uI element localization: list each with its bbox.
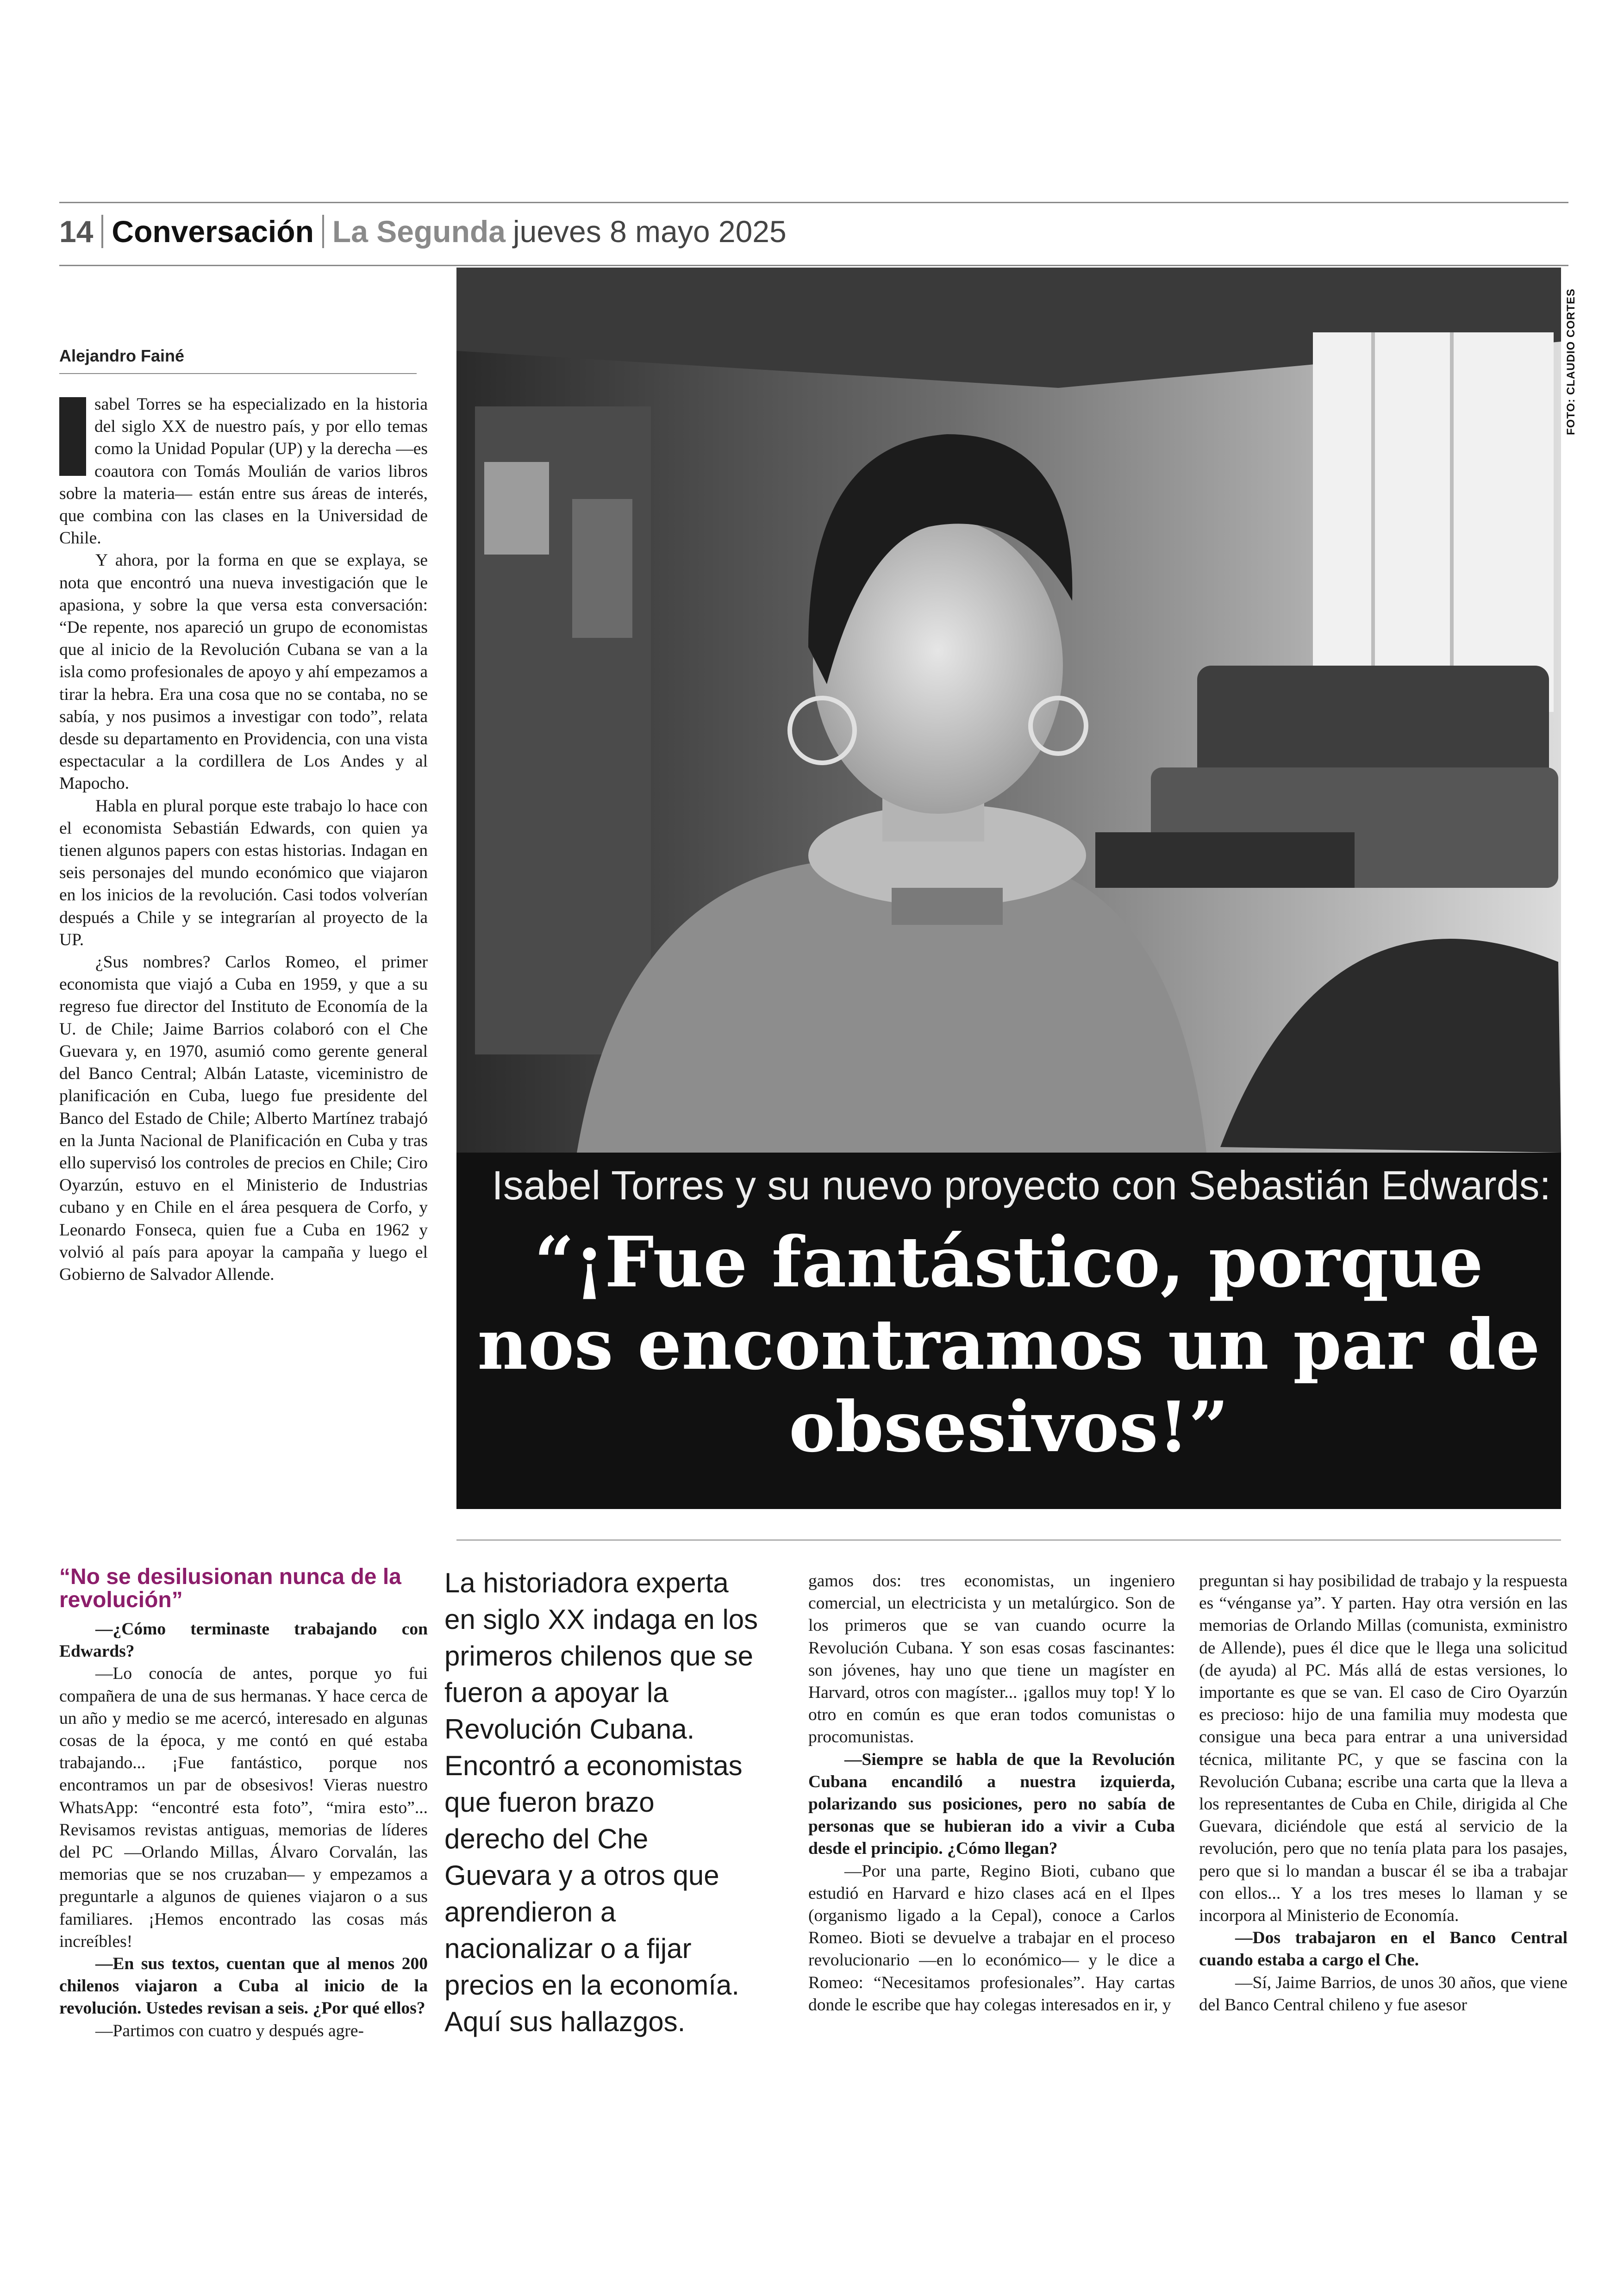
article-lead: La historiadora experta en siglo XX indaga en los primeros chilenos que se fueron a apoyar la Revolución Cubana. Encontró a economistas que fueron brazo derecho del Che Guevara y a otros que aprendieron a nacionalizar o a fijar precios en la economía. Aquí sus hallazgos. [444, 1567, 758, 2037]
header-divider [322, 215, 324, 248]
interview-column-3 [808, 1570, 1175, 2016]
intro-paragraph: ¿Sus nombres? Carlos Romeo, el primer economista que viajó a Cuba en 1959, y que a su regreso fue director del Instituto de Economía de la U. de Chile; Jaime Barrios colaboró con el Che Guevara y, en 1970, asumió como gerente general del Banco Central; Albán Lataste, viceministro de planificación en Cuba, luego fue presidente del Banco del Estado de Chile; Alberto Martínez trabajó en la Junta Nacional de Planificación en Cuba y tras ello supervisó los controles de precios en Chile; Ciro Oyarzún, estuvo en el Ministerio de Industrias cubano y en Chile en el área pesquera de Corfo, y Leonardo Fonseca, quien fue a Cuba en 1962 y volvió al país para apoyar la campaña y luego el Gobierno de Salvador Allende. [59, 953, 428, 1284]
portrait-photo [456, 268, 1561, 1153]
interview-answer: —Lo conocía de antes, porque yo fui compañera de una de sus hermanas. Y hace cerca de un año y medio se me acercó, interesado en algunas cosas de la época, y me contó en qué estaba trabajando... ¡Fue fantástico, porque nos encontramos un par de obsesivos! Vieras nuestro WhatsApp: “encontré esta foto”, “mira esto”... Revisamos revistas antiguas, memorias de líderes del PC —Orlando Millas, Álvaro Corvalán, las memorias que se nos cruzaban— y empezamos a preguntarle a algunos de quienes viajaron o a sus familiares. ¡Hemos encontrado las cosas más increíbles! [59, 1664, 428, 1951]
section-name: Conversación [112, 214, 314, 249]
interview-question: —En sus textos, cuentan que al menos 200 chilenos viajaron a Cuba al inicio de la revolución. Ustedes revisan a seis. ¿Por qué ellos? [59, 1954, 428, 2018]
header-divider [101, 215, 103, 248]
interview-question: —Dos trabajaron en el Banco Central cuando estaba a cargo el Che. [1199, 1928, 1568, 1970]
newspaper-name: La Segunda [332, 214, 506, 249]
top-rule [59, 202, 1568, 203]
page-header [59, 204, 1568, 259]
interview-question: —¿Cómo terminaste trabajando con Edwards? [59, 1620, 428, 1661]
interview-column-1 [59, 1618, 428, 2042]
photo-credit: FOTO: CLAUDIO CORTES [1565, 288, 1577, 435]
author-rule [59, 373, 417, 374]
interview-column-4 [1199, 1570, 1568, 2016]
page-number: 14 [59, 214, 94, 249]
drop-cap [59, 397, 86, 476]
interview-answer: preguntan si hay posibilidad de trabajo y la respuesta es “vénganse ya”. Y parten. Hay otra versión en las memorias de Orlando Millas (comunista, exministro de Allende), pues él dice que le llega una solicitud (de ayuda) al PC. Más allá de estas versiones, lo importante es que se van. El caso de Ciro Oyarzún es precioso: hijo de una familia muy modesta que consigue una beca para entrar a una universidad técnica, militante PC, y que se fascina con la Revolución Cubana; escribe una carta que la lleva a los representantes de Cuba en Chile, dirigida al Che Guevara, diciéndole que está al servicio de la revolución, pero que no tenía plata para los pasajes, pero que si lo mandan a buscar él se iba a trabajar con ellos... Y a los tres meses lo llaman y se incorpora al Ministerio de Economía. [1199, 1572, 1568, 1926]
interview-answer: —Sí, Jaime Barrios, de unos 30 años, que viene del Banco Central chileno y fue asesor [1199, 1973, 1568, 2014]
headline-block [456, 1153, 1561, 1509]
intro-paragraph: Y ahora, por la forma en que se explaya, se nota que encontró una nueva investigación que le apasiona, y sobre la que versa esta conversación: “De repente, nos apareció un grupo de economistas que al inicio de la Revolución Cubana se van a la isla como profesionales de apoyo y ahí empezamos a tirar la hebra. Era una cosa que no se contaba, no se sabía, y nos pusimos a investigar con todo”, relata desde su departamento en Providencia, con una vista espectacular a la cordillera de Los Andes y al Mapocho. [59, 551, 428, 793]
intro-column [59, 393, 428, 1286]
headline-kicker: Isabel Torres y su nuevo proyecto con Sebastián Edwards: [492, 1162, 1551, 1208]
interview-question: —Siempre se habla de que la Revolución Cubana encandiló a nuestra izquierda, polarizando sus posiciones, pero no sabía de personas que se hubieran ido a vivir a Cuba desde el principio. ¿Cómo llegan? [808, 1750, 1175, 1858]
issue-date: jueves 8 mayo 2025 [512, 214, 787, 249]
headline: “¡Fue fantástico, porque nos encontramos un par de obsesivos!” [477, 1222, 1540, 1468]
section-subhead: “No se desilusionan nunca de la revolución” [59, 1565, 401, 1612]
author-byline: Alejandro Fainé [59, 346, 185, 365]
header-rule [59, 265, 1568, 266]
interview-answer: —Por una parte, Regino Bioti, cubano que estudió en Harvard e hizo clases acá en el Ilpes (organismo ligado a la Cepal), conoce a Carlos Romeo. Bioti se devuelve a trabajar en el proceso revolucionario —en lo económico— y le dice a Romeo: “Necesitamos profesionales”. Hay cartas donde le escribe que hay colegas interesados en ir, y [808, 1861, 1175, 2014]
intro-paragraph: Habla en plural porque este trabajo lo hace con el economista Sebastián Edwards, con quien ya tienen algunos papers con estas historias. Indagan en seis personajes del mundo económico que viajaron en los inicios de la revolución. Casi todos volverían después a Chile y se integrarían al proyecto de la UP. [59, 796, 428, 949]
interview-answer: —Partimos con cuatro y después agre- [95, 2021, 364, 2040]
interview-answer: gamos dos: tres economistas, un ingeniero comercial, un electricista y un metalúrgico. Son de los primeros que se van cuando ocurre la Revolución Cubana. Y son esas cosas fascinantes: son jóvenes, hay uno que tiene un magíster en Harvard, otros con magíster... ¡gallos muy top! Y lo otro en común es que eran todos comunistas o procomunistas. [808, 1572, 1175, 1747]
intro-paragraph: sabel Torres se ha especializado en la historia del siglo XX de nuestro país, y por ello temas como la Unidad Popular (UP) y la derecha —es coautora con Tomás Moulián de varios libros sobre la materia— están entre sus áreas de interés, que combina con las clases en la Universidad de Chile. [59, 395, 428, 548]
